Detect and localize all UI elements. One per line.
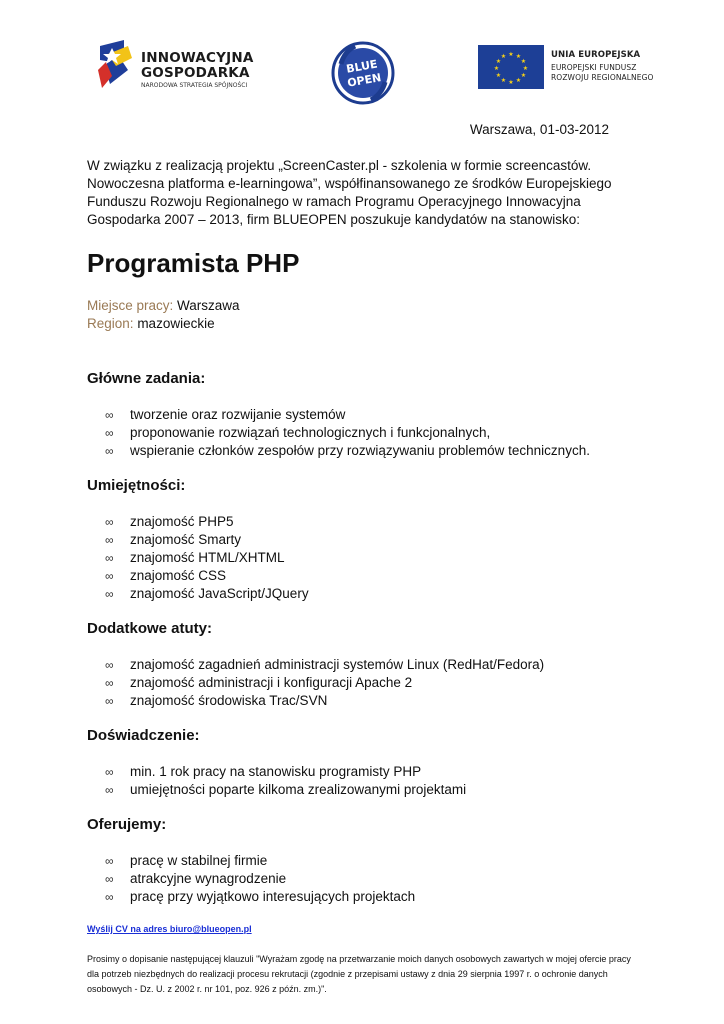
list-item-text: znajomość zagadnień administracji systemów Linux (RedHat/Fedora) [130,657,545,672]
svg-text:★: ★ [495,72,502,79]
svg-text:★: ★ [508,79,514,86]
svg-text:★: ★ [515,77,522,84]
list-item-text: znajomość administracji i konfiguracji Apache 2 [130,675,413,690]
bullet-icon: ∞ [105,658,114,672]
section-skills [87,477,647,603]
section-extra-assets [87,620,647,710]
list-item [87,763,647,781]
bullet-list [87,656,647,710]
bullet-icon: ∞ [105,765,114,779]
list-item [87,656,647,674]
logo-bar [0,38,724,108]
list-item [87,888,647,906]
work-place-line [87,297,240,315]
eu-line-1: UNIA EUROPEJSKA [551,50,641,60]
blueopen-text-blue: BLUE [345,57,379,76]
bullet-list [87,406,647,460]
list-item-text: znajomość środowiska Trac/SVN [130,693,328,708]
svg-text:★: ★ [500,53,507,60]
bullet-list [87,513,647,603]
bullet-icon: ∞ [105,587,114,601]
list-item-text: znajomość HTML/XHTML [130,550,285,565]
svg-text:★: ★ [520,72,527,79]
document-date: Warszawa, 01-03-2012 [469,122,609,137]
svg-text:★: ★ [500,77,507,84]
bullet-list [87,852,647,906]
section-heading: Główne zadania: [87,370,206,387]
svg-text:★: ★ [495,58,502,65]
list-item [87,549,647,567]
work-place-value: Warszawa [177,298,240,313]
blueopen-logo [327,38,399,108]
region-value: mazowieckie [137,316,215,331]
bullet-icon: ∞ [105,515,114,529]
blueopen-text-open: OPEN [346,71,383,90]
svg-text:★: ★ [508,51,514,58]
list-item-text: znajomość Smarty [130,532,242,547]
list-item [87,674,647,692]
list-item [87,567,647,585]
svg-text:★: ★ [522,65,529,72]
list-item-text: znajomość PHP5 [130,514,234,529]
list-item-text: tworzenie oraz rozwijanie systemów [130,407,346,422]
eu-logo [478,45,678,93]
eu-line-3: ROZWOJU REGIONALNEGO [551,73,654,82]
list-item-text: min. 1 rok pracy na stanowisku programisty PHP [130,764,422,779]
bullet-icon: ∞ [105,872,114,886]
job-title: Programista PHP [87,248,300,278]
section-experience [87,727,647,799]
work-place-label: Miejsce pracy: [87,298,174,313]
list-item [87,585,647,603]
ig-line-3: NARODOWA STRATEGIA SPÓJNOŚCI [141,82,248,89]
list-item [87,692,647,710]
list-item [87,781,647,799]
section-main-tasks [87,370,647,460]
list-item [87,531,647,549]
list-item [87,424,647,442]
section-heading: Doświadczenie: [87,727,200,744]
bullet-icon: ∞ [105,890,114,904]
list-item-text: wspieranie członków zespołów przy rozwiązywaniu problemów technicznych. [130,443,590,458]
region-line [87,315,240,333]
bullet-icon: ∞ [105,783,114,797]
eu-line-2: EUROPEJSKI FUNDUSZ [551,63,637,72]
innowacyjna-gospodarka-logo [98,38,273,98]
list-item-text: atrakcyjne wynagrodzenie [130,871,287,886]
list-item [87,513,647,531]
section-heading: Oferujemy: [87,816,167,833]
bullet-icon: ∞ [105,533,114,547]
list-item [87,852,647,870]
bullet-icon: ∞ [105,444,114,458]
section-offer [87,816,647,906]
bullet-icon: ∞ [105,551,114,565]
bullet-icon: ∞ [105,676,114,690]
bullet-list [87,763,647,799]
bullet-icon: ∞ [105,694,114,708]
section-heading: Umiejętności: [87,477,186,494]
privacy-clause: Prosimy o dopisanie następującej klauzuli "Wyrażam zgodę na przetwarzanie moich danych osobowych zawartych w mojej ofercie pracy dla potrzeb niezbędnych do realizacji procesu rekrutacji (zgodnie z przepisami ustawy z dnia 29 sierpnia 1997 r. o ochronie danych osobowych - Dz. U. z 2002 r. nr 101, poz. 926 z późn. zm.)". [87,954,631,994]
list-item-text: umiejętności poparte kilkoma zrealizowanymi projektami [130,782,467,797]
bullet-icon: ∞ [105,569,114,583]
bullet-icon: ∞ [105,854,114,868]
ig-line-2: GOSPODARKA [141,65,250,81]
innowacyjna-gospodarka-mark-icon [98,40,134,90]
svg-text:★: ★ [520,58,527,65]
svg-text:★: ★ [515,53,522,60]
bullet-icon: ∞ [105,408,114,422]
svg-text:★: ★ [493,65,500,72]
intro-paragraph: W związku z realizacją projektu „ScreenCaster.pl - szkolenia w formie screencastów. Nowoczesna platforma e-learningowa”, współfinansowanego ze środków Europejskiego Funduszu Rozwoju Regionalnego w ramach Programu Operacyjnego Innowacyjna Gospodarka 2007 – 2013, firm BLUEOPEN poszukuje kandydatów na stanowisko: [87,158,612,227]
list-item [87,406,647,424]
list-item [87,870,647,888]
send-cv-link[interactable]: Wyślij CV na adres biuro@blueopen.pl [87,924,252,934]
list-item-text: pracę w stabilnej firmie [130,853,268,868]
eu-flag-icon [478,45,544,89]
list-item-text: pracę przy wyjątkowo interesujących projektach [130,889,416,904]
ig-line-1: INNOWACYJNA [141,50,254,66]
list-item-text: znajomość JavaScript/JQuery [130,586,309,601]
list-item-text: znajomość CSS [130,568,227,583]
list-item [87,442,647,460]
job-meta [87,297,240,333]
region-label: Region: [87,316,134,331]
bullet-icon: ∞ [105,426,114,440]
section-heading: Dodatkowe atuty: [87,620,213,637]
list-item-text: proponowanie rozwiązań technologicznych i funkcjonalnych, [130,425,491,440]
